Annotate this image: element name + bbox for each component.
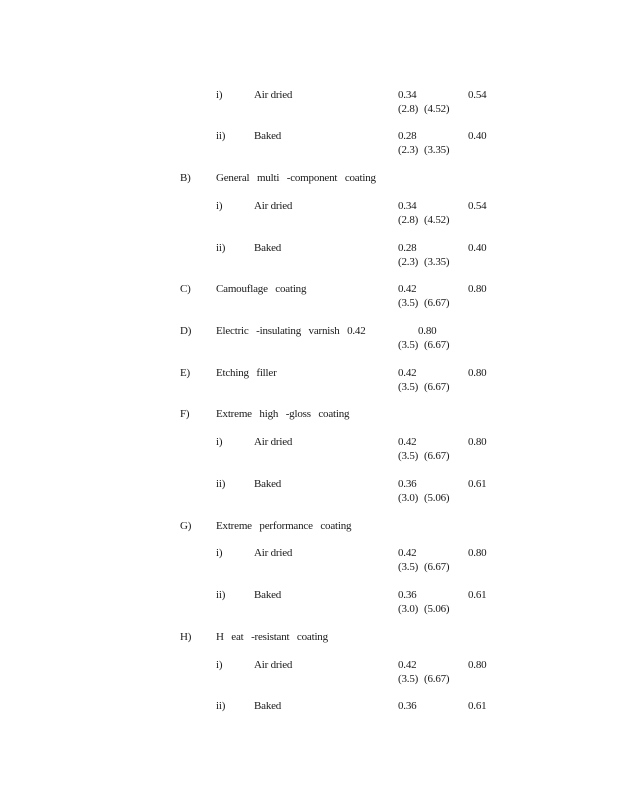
value-2: 0.80 xyxy=(468,436,487,448)
section-letter: H) xyxy=(180,631,192,643)
value-1: 0.34 xyxy=(398,200,417,212)
item-label: Baked xyxy=(254,242,282,254)
paren-value-1: (2.3) xyxy=(398,256,419,268)
item-label: Baked xyxy=(254,130,282,142)
paren-value-2: (6.67) xyxy=(424,450,450,462)
section-heading: Extreme performance coating xyxy=(216,520,352,532)
value-1: 0.42 xyxy=(398,283,417,295)
paren-value-2: (6.67) xyxy=(424,339,450,351)
value-1: 0.36 xyxy=(398,700,417,712)
paren-value-2: (4.52) xyxy=(424,103,450,115)
paren-value-1: (3.0) xyxy=(398,492,419,504)
value-2: 0.61 xyxy=(468,700,487,712)
paren-value-1: (2.3) xyxy=(398,144,419,156)
table-row xyxy=(0,199,618,227)
item-label: Air dried xyxy=(254,547,293,559)
table-row xyxy=(0,88,618,116)
table-row xyxy=(0,699,618,727)
item-roman: ii) xyxy=(216,478,226,490)
paren-value-1: (2.8) xyxy=(398,214,419,226)
paren-value-1: (3.5) xyxy=(398,561,419,573)
value-2: 0.80 xyxy=(468,367,487,379)
table-row xyxy=(0,477,618,505)
value-1: 0.42 xyxy=(398,659,417,671)
item-label: Air dried xyxy=(254,200,293,212)
paren-value-2: (6.67) xyxy=(424,297,450,309)
value-1: 0.28 xyxy=(398,242,417,254)
section-heading-row xyxy=(0,282,618,310)
section-letter: E) xyxy=(180,367,190,379)
table-row xyxy=(0,658,618,686)
value-1: 0.36 xyxy=(398,589,417,601)
item-label: Baked xyxy=(254,478,282,490)
value-1: 0.28 xyxy=(398,130,417,142)
value-1: 0.80 xyxy=(418,325,437,337)
item-roman: ii) xyxy=(216,130,226,142)
value-2: 0.54 xyxy=(468,200,487,212)
section-letter: D) xyxy=(180,325,192,337)
section-heading-row xyxy=(0,366,618,394)
item-roman: i) xyxy=(216,436,223,448)
section-letter: F) xyxy=(180,408,190,420)
paren-value-1: (3.5) xyxy=(398,339,419,351)
section-heading: Etching filler xyxy=(216,367,277,379)
item-roman: i) xyxy=(216,547,223,559)
table-row xyxy=(0,546,618,574)
paren-value-1: (3.5) xyxy=(398,297,419,309)
paren-value-2: (5.06) xyxy=(424,603,450,615)
value-1: 0.36 xyxy=(398,478,417,490)
value-2: 0.40 xyxy=(468,242,487,254)
item-label: Air dried xyxy=(254,436,293,448)
table-row xyxy=(0,241,618,269)
value-2: 0.40 xyxy=(468,130,487,142)
value-2: 0.61 xyxy=(468,589,487,601)
paren-value-2: (3.35) xyxy=(424,144,450,156)
section-letter: G) xyxy=(180,520,192,532)
item-roman: ii) xyxy=(216,242,226,254)
section-heading-row xyxy=(0,519,618,547)
item-label: Baked xyxy=(254,700,282,712)
item-label: Air dried xyxy=(254,659,293,671)
section-heading-row xyxy=(0,171,618,199)
paren-value-1: (2.8) xyxy=(398,103,419,115)
section-heading-row xyxy=(0,324,618,352)
table-row xyxy=(0,435,618,463)
paren-value-2: (6.67) xyxy=(424,381,450,393)
table-row xyxy=(0,588,618,616)
section-heading-row xyxy=(0,630,618,658)
value-2: 0.80 xyxy=(468,547,487,559)
paren-value-2: (6.67) xyxy=(424,673,450,685)
item-roman: ii) xyxy=(216,700,226,712)
value-2: 0.80 xyxy=(468,659,487,671)
item-roman: ii) xyxy=(216,589,226,601)
paren-value-2: (4.52) xyxy=(424,214,450,226)
item-roman: i) xyxy=(216,659,223,671)
table-row xyxy=(0,129,618,157)
section-letter: C) xyxy=(180,283,191,295)
section-letter: B) xyxy=(180,172,191,184)
section-heading: Extreme high -gloss coating xyxy=(216,408,350,420)
value-1: 0.42 xyxy=(398,547,417,559)
value-1: 0.42 xyxy=(398,367,417,379)
paren-value-1: (3.5) xyxy=(398,450,419,462)
paren-value-2: (3.35) xyxy=(424,256,450,268)
value-2: 0.80 xyxy=(468,283,487,295)
section-heading: General multi -component coating xyxy=(216,172,376,184)
paren-value-1: (3.5) xyxy=(398,673,419,685)
value-1: 0.34 xyxy=(398,89,417,101)
section-heading: H eat -resistant coating xyxy=(216,631,328,643)
item-label: Baked xyxy=(254,589,282,601)
item-label: Air dried xyxy=(254,89,293,101)
paren-value-1: (3.0) xyxy=(398,603,419,615)
value-2: 0.54 xyxy=(468,89,487,101)
value-1: 0.42 xyxy=(398,436,417,448)
paren-value-2: (6.67) xyxy=(424,561,450,573)
value-2: 0.61 xyxy=(468,478,487,490)
paren-value-2: (5.06) xyxy=(424,492,450,504)
section-heading-row xyxy=(0,407,618,435)
item-roman: i) xyxy=(216,200,223,212)
section-heading: Electric -insulating varnish 0.42 xyxy=(216,325,366,337)
section-heading: Camouflage coating xyxy=(216,283,307,295)
paren-value-1: (3.5) xyxy=(398,381,419,393)
item-roman: i) xyxy=(216,89,223,101)
